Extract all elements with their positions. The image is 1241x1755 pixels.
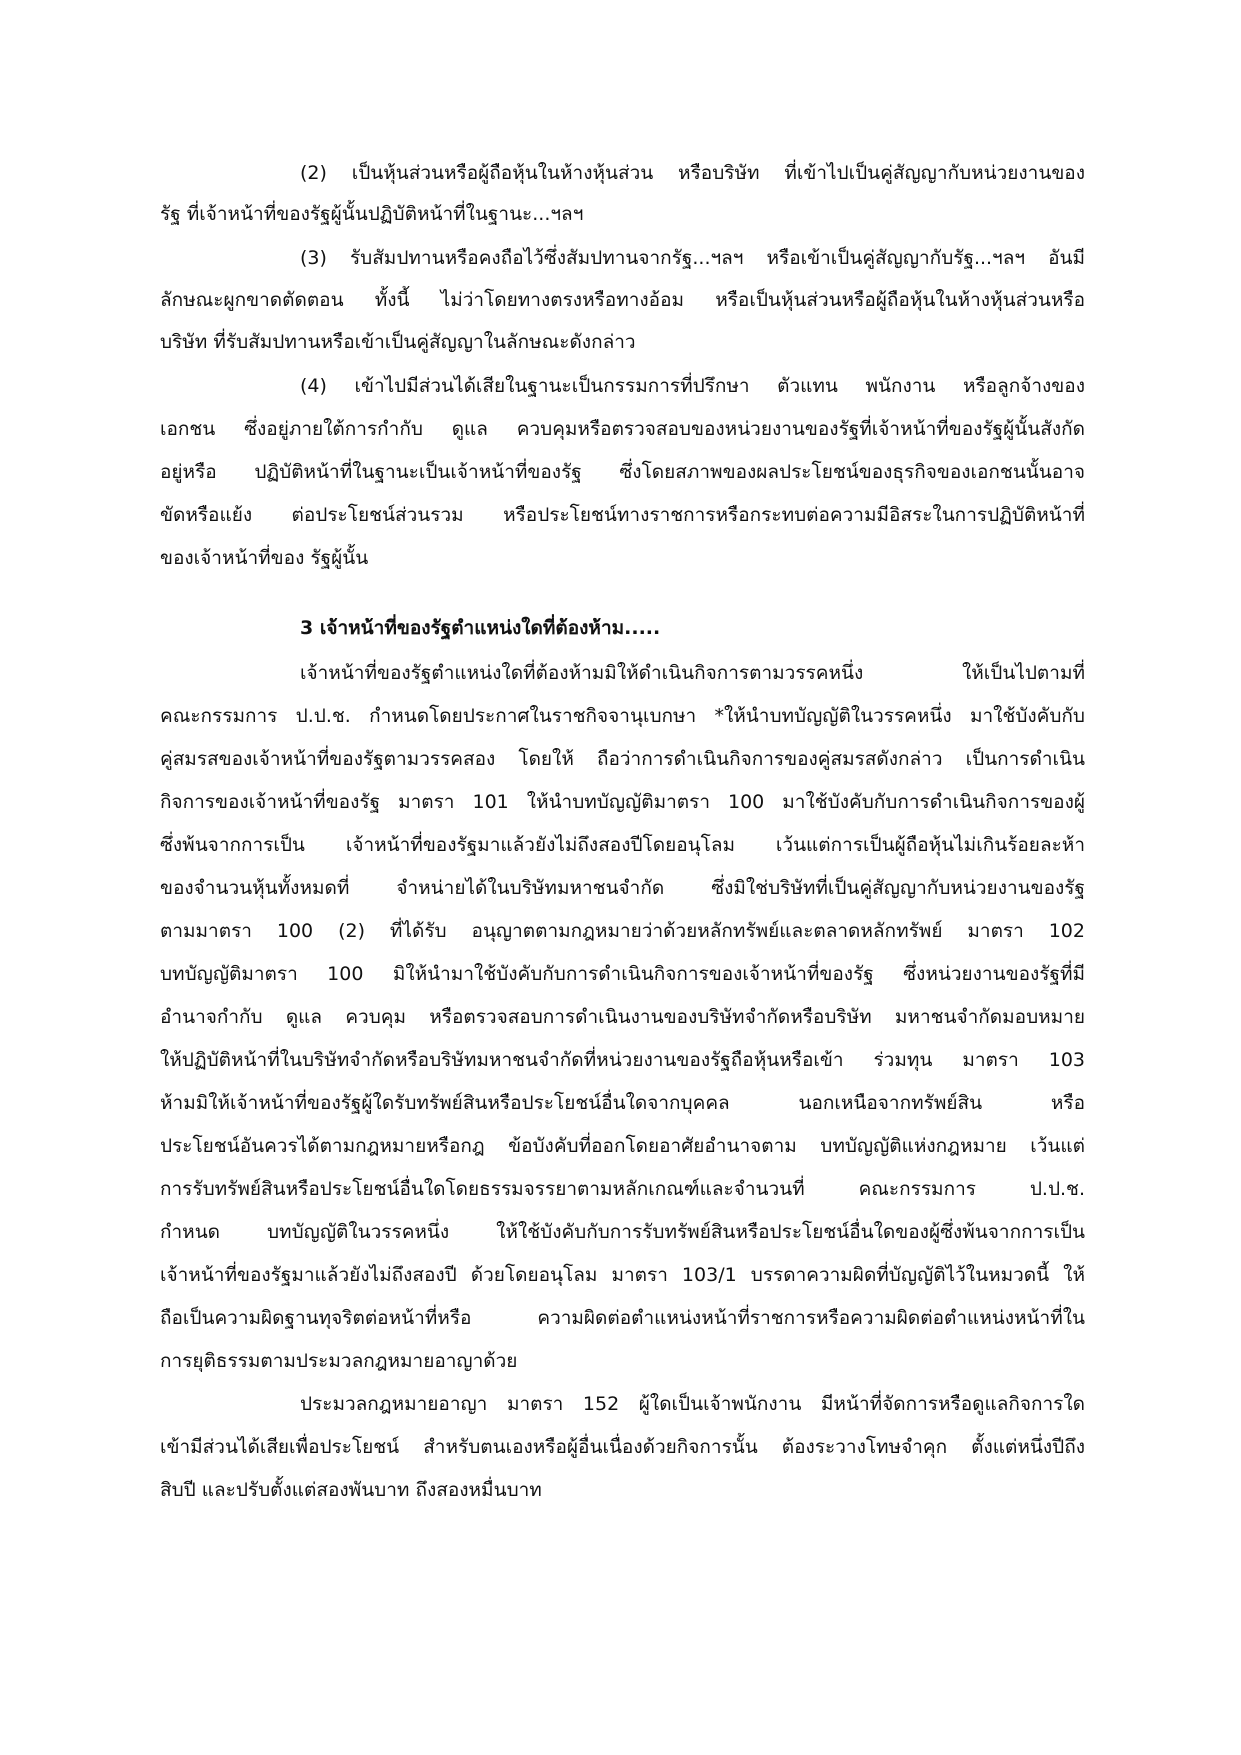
item-3-line-3: บริษัท ที่รับสัมปทานหรือเข้าเป็นคู่สัญญาในลักษณะดังกล่าว (160, 331, 636, 353)
item-3-line-2: ลักษณะผูกขาดตัดตอน ทั้งนี้ ไม่ว่าโดยทางตรงหรือทางอ้อม หรือเป็นหุ้นส่วนหรือผู้ถือหุ้นในห้างหุ้นส่วนหรือ (160, 289, 1085, 311)
item-2-line-2: รัฐ ที่เจ้าหน้าที่ของรัฐผู้นั้นปฏิบัติหน้าที่ในฐานะ...ฯลฯ (160, 203, 584, 225)
section-3-line-12: ประโยชน์อันควรได้ตามกฎหมายหรือกฎ ข้อบังคับที่ออกโดยอาศัยอำนาจตาม บทบัญญัติแห่งกฎหมาย เว้นแต่ (160, 1135, 1085, 1157)
section-3-line-8: บทบัญญัติมาตรา 100 มิให้นำมาใช้บังคับกับการดำเนินกิจการของเจ้าหน้าที่ของรัฐ ซึ่งหน่วยงานของรัฐที่มี (160, 963, 1085, 985)
section-3-line-2: คณะกรรมการ ป.ป.ช. กำหนดโดยประกาศในราชกิจจานุเบกษา *ให้นำบทบัญญัติในวรรคหนึ่ง มาใช้บังคับกับ (160, 705, 1085, 727)
item-4-line-4: ขัดหรือแย้ง ต่อประโยชน์ส่วนรวม หรือประโยชน์ทางราชการหรือกระทบต่อความมีอิสระในการปฏิบัติหน้าที่ (160, 504, 1085, 526)
penal-code-line-1: ประมวลกฎหมายอาญา มาตรา 152 ผู้ใดเป็นเจ้าพนักงาน มีหน้าที่จัดการหรือดูแลกิจการใด (300, 1393, 1085, 1415)
section-3-line-1: เจ้าหน้าที่ของรัฐตำแหน่งใดที่ต้องห้ามมิให้ดำเนินกิจการตามวรรคหนึ่ง ให้เป็นไปตามที่ (300, 662, 1085, 684)
section-3-line-15: เจ้าหน้าที่ของรัฐมาแล้วยังไม่ถึงสองปี ด้วยโดยอนุโลม มาตรา 103/1 บรรดาความผิดที่บัญญัติไว้ในหมวดนี้ ให้ (160, 1264, 1085, 1286)
item-3-line-1: (3) รับสัมปทานหรือคงถือไว้ซึ่งสัมปทานจากรัฐ...ฯลฯ หรือเข้าเป็นคู่สัญญากับรัฐ...ฯลฯ อันมี (300, 247, 1085, 269)
section-3-line-6: ของจำนวนหุ้นทั้งหมดที่ จำหน่ายได้ในบริษัทมหาชนจำกัด ซึ่งมิใช่บริษัทที่เป็นคู่สัญญากับหน่วยงานของรัฐ (160, 877, 1085, 899)
section-3-line-11: ห้ามมิให้เจ้าหน้าที่ของรัฐผู้ใดรับทรัพย์สินหรือประโยชน์อื่นใดจากบุคคล นอกเหนือจากทรัพย์สิน หรือ (160, 1092, 1085, 1114)
item-4-line-5: ของเจ้าหน้าที่ของ รัฐผู้นั้น (160, 547, 369, 569)
item-2-line-1: (2) เป็นหุ้นส่วนหรือผู้ถือหุ้นในห้างหุ้นส่วน หรือบริษัท ที่เข้าไปเป็นคู่สัญญากับหน่วยงานของ (300, 162, 1085, 184)
section-3-line-5: ซึ่งพ้นจากการเป็น เจ้าหน้าที่ของรัฐมาแล้วยังไม่ถึงสองปีโดยอนุโลม เว้นแต่การเป็นผู้ถือหุ้นไม่เกินร้อยละห้า (160, 834, 1085, 856)
section-3-line-17: การยุติธรรมตามประมวลกฎหมายอาญาด้วย (160, 1350, 518, 1372)
section-3-line-9: อำนาจกำกับ ดูแล ควบคุม หรือตรวจสอบการดำเนินงานของบริษัทจำกัดหรือบริษัท มหาชนจำกัดมอบหมาย (160, 1006, 1085, 1028)
section-3-line-4: กิจการของเจ้าหน้าที่ของรัฐ มาตรา 101 ให้นำบทบัญญัติมาตรา 100 มาใช้บังคับกับการดำเนินกิจการของผู้ (160, 791, 1085, 813)
item-4-line-1: (4) เข้าไปมีส่วนได้เสียในฐานะเป็นกรรมการที่ปรึกษา ตัวแทน พนักงาน หรือลูกจ้างของ (300, 375, 1085, 397)
item-4-line-3: อยู่หรือ ปฏิบัติหน้าที่ในฐานะเป็นเจ้าหน้าที่ของรัฐ ซึ่งโดยสภาพของผลประโยชน์ของธุรกิจของเอกชนนั้นอาจ (160, 461, 1085, 483)
section-3-line-13: การรับทรัพย์สินหรือประโยชน์อื่นใดโดยธรรมจรรยาตามหลักเกณฑ์และจำนวนที่ คณะกรรมการ ป.ป.ช. (160, 1178, 1085, 1200)
section-3-line-10: ให้ปฏิบัติหน้าที่ในบริษัทจำกัดหรือบริษัทมหาชนจำกัดที่หน่วยงานของรัฐถือหุ้นหรือเข้า ร่วมทุน มาตรา 103 (160, 1049, 1085, 1071)
section-3-heading: 3 เจ้าหน้าที่ของรัฐตำแหน่งใดที่ต้องห้าม..... (300, 617, 661, 639)
section-3-line-3: คู่สมรสของเจ้าหน้าที่ของรัฐตามวรรคสอง โดยให้ ถือว่าการดำเนินกิจการของคู่สมรสดังกล่าว เป็นการดำเนิน (160, 748, 1085, 770)
section-3-line-7: ตามมาตรา 100 (2) ที่ได้รับ อนุญาตตามกฎหมายว่าด้วยหลักทรัพย์และตลาดหลักทรัพย์ มาตรา 102 (160, 920, 1085, 942)
section-3-line-16: ถือเป็นความผิดฐานทุจริตต่อหน้าที่หรือ ความผิดต่อตำแหน่งหน้าที่ราชการหรือความผิดต่อตำแหน่งหน้าที่ใน (160, 1307, 1085, 1329)
penal-code-line-2: เข้ามีส่วนได้เสียเพื่อประโยชน์ สำหรับตนเองหรือผู้อื่นเนื่องด้วยกิจการนั้น ต้องระวางโทษจำคุก ตั้งแต่หนึ่งปีถึง (160, 1436, 1085, 1458)
item-4-line-2: เอกชน ซึ่งอยู่ภายใต้การกำกับ ดูแล ควบคุมหรือตรวจสอบของหน่วยงานของรัฐที่เจ้าหน้าที่ของรัฐผู้นั้นสังกัด (160, 418, 1085, 440)
penal-code-line-3: สิบปี และปรับตั้งแต่สองพันบาท ถึงสองหมื่นบาท (160, 1479, 542, 1501)
section-3-line-14: กำหนด บทบัญญัติในวรรคหนึ่ง ให้ใช้บังคับกับการรับทรัพย์สินหรือประโยชน์อื่นใดของผู้ซึ่งพ้นจากการเป็น (160, 1221, 1085, 1243)
